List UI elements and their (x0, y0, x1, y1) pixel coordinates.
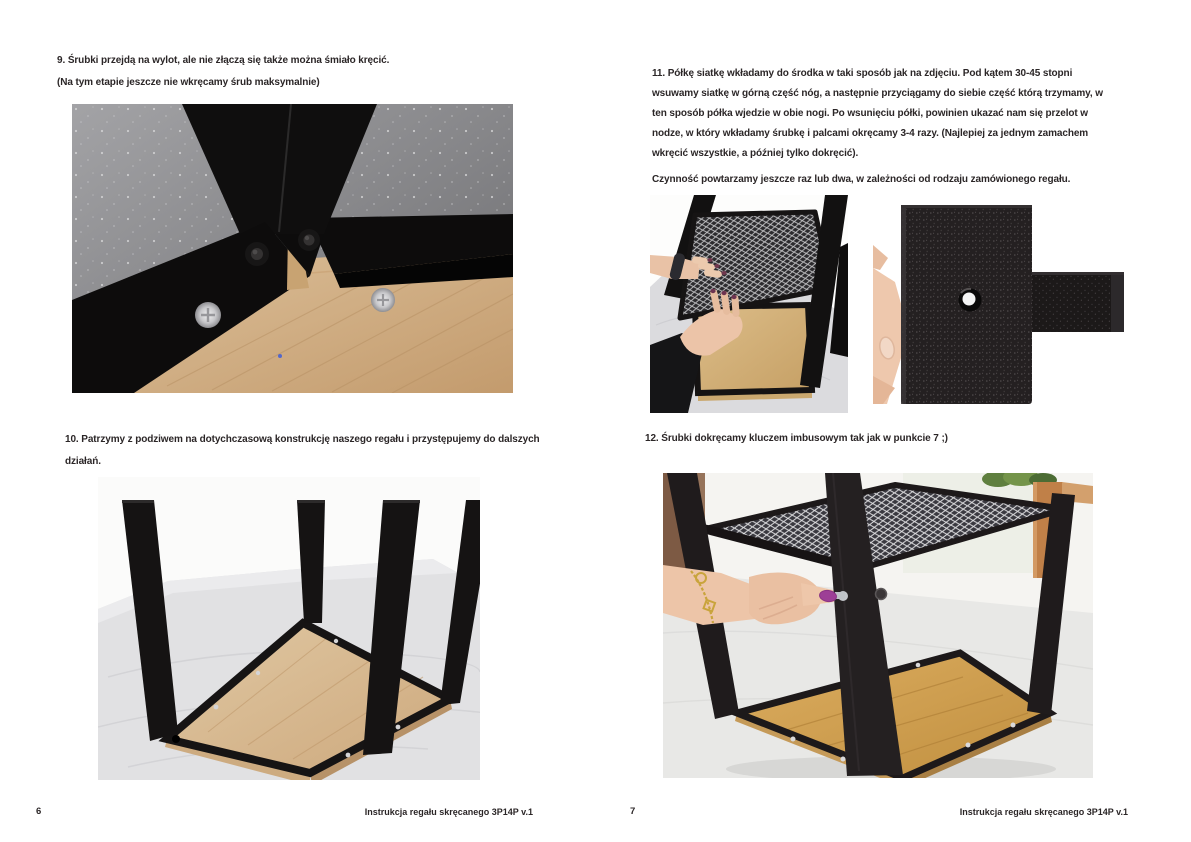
step-9-line-2: (Na tym etapie jeszcze nie wkręcamy śrub maksymalnie) (57, 77, 320, 88)
photo-step-11-inserting-mesh-shelf (650, 195, 848, 413)
step-11-paragraph-2: Czynność powtarzamy jeszcze raz lub dwa, w zależności od rodzaju zamówionego regału. (652, 174, 1071, 185)
step-12-text: 12. Śrubki dokręcamy kluczem imbusowym tak jak w punkcie 7 ;) (645, 433, 948, 444)
step-11-paragraph-1: 11. Półkę siatkę wkładamy do środka w taki sposób jak na zdjęciu. Pod kątem 30-45 stopni wsuwamy siatkę w górną część nóg, a następnie przyciągamy do siebie część którą trzymamy, w ten sposób półka wjedzie w obie nogi. Po wsunięciu półki, powinien ukazać nam się przelot w nodze, w który wkładamy śrubkę i palcami okręcamy 3-4 razy. (Najlepiej za jednym zamachem wkręcić wszystkie, a później tylko dokręcić). (652, 68, 1103, 159)
corner-joint-illustration (72, 104, 513, 393)
step-9-text (57, 50, 489, 94)
step-9-line-1: 9. Śrubki przejdą na wylot, ale nie złączą się także można śmiało kręcić. (57, 55, 390, 66)
photo-step-9-corner-joint (72, 104, 513, 393)
photo-step-10-frame-on-foam (98, 477, 480, 780)
photo-step-12-hand-screwing (663, 473, 1093, 778)
photo-step-11-leg-hole-closeup (873, 190, 1124, 404)
page-number-right: 7 (630, 806, 636, 817)
footer-title-left: Instrukcja regału skręcanego 3P14P v.1 (364, 807, 533, 817)
footer-title-right: Instrukcja regału skręcanego 3P14P v.1 (959, 807, 1128, 817)
step-10-text: 10. Patrzymy z podziwem na dotychczasową konstrukcję naszego regału i przystępujemy do dalszych działań. (65, 434, 540, 467)
step-11-text (652, 64, 1120, 190)
frame-on-foam-illustration (98, 477, 480, 780)
hand-screwing-illustration (663, 473, 1093, 778)
mesh-insert-illustration (650, 195, 848, 413)
leg-hole-illustration (873, 190, 1124, 404)
page-number-left: 6 (36, 806, 42, 817)
